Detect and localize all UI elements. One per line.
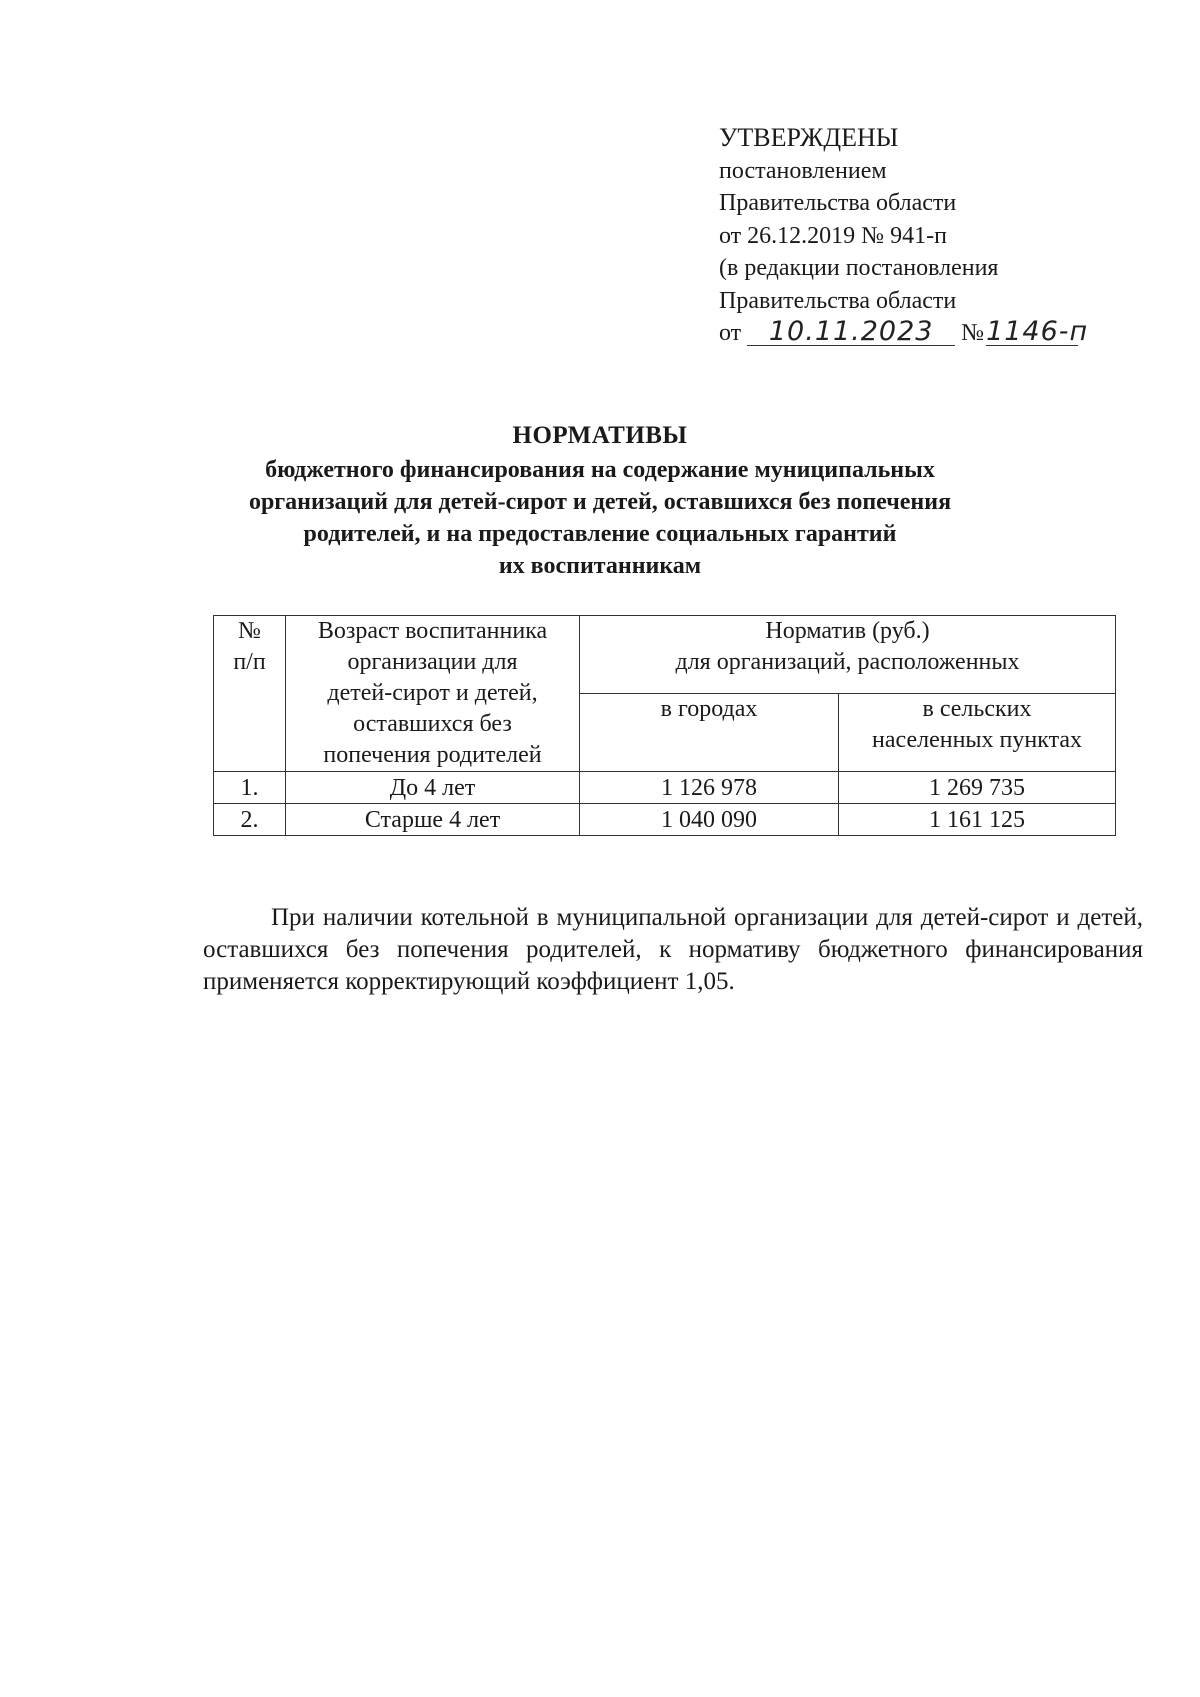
title-main: НОРМАТИВЫ xyxy=(512,422,688,449)
approval-heading: УТВЕРЖДЕНЫ xyxy=(719,123,899,152)
header-city-label: в городах xyxy=(660,696,758,722)
approval-line: от 26.12.2019 № 941-п xyxy=(719,222,947,249)
header-age-line: оставшихся без xyxy=(353,711,512,737)
title-subline: организаций для детей-сирот и детей, оставшихся без попечения xyxy=(248,489,952,515)
header-rural-line: населенных пунктах xyxy=(872,727,1082,753)
row-number: 1. xyxy=(214,772,286,804)
header-age-line: Возраст воспитанника xyxy=(317,618,548,644)
header-age-line: детей-сирот и детей, xyxy=(327,680,538,706)
row-city-value: 1 126 978 xyxy=(580,772,839,804)
header-norm-line: Норматив (руб.) xyxy=(765,618,930,644)
header-number xyxy=(214,616,286,772)
handwritten-number: 1146-п xyxy=(986,316,1089,347)
header-rural xyxy=(839,694,1116,772)
from-label: от xyxy=(719,320,742,346)
header-norm-line: для организаций, расположенных xyxy=(675,649,1020,675)
row-rural-value: 1 269 735 xyxy=(839,772,1116,804)
title-subline: родителей, и на предоставление социальных гарантий xyxy=(303,521,897,547)
row-city-value: 1 040 090 xyxy=(580,804,839,836)
header-age-line: организации для xyxy=(347,649,518,675)
approval-stamp-block xyxy=(719,122,1159,350)
table-row xyxy=(214,772,1116,804)
table-row xyxy=(214,804,1116,836)
approval-line: (в редакции постановления xyxy=(719,255,999,281)
header-city xyxy=(580,694,839,772)
header-norm xyxy=(580,616,1116,694)
title-subline: их воспитанникам xyxy=(498,553,702,579)
row-age: До 4 лет xyxy=(286,772,580,804)
approval-line: Правительства области xyxy=(719,190,957,216)
header-number-symbol: № xyxy=(238,618,261,644)
approval-line: постановлением xyxy=(719,157,887,184)
handwritten-date: 10.11.2023 xyxy=(747,319,955,346)
number-label: № xyxy=(961,320,985,346)
amendment-reference xyxy=(719,317,1159,350)
document-title xyxy=(0,420,1200,582)
header-age xyxy=(286,616,580,772)
title-subline: бюджетного финансирования на содержание муниципальных xyxy=(265,457,935,483)
header-rural-line: в сельских xyxy=(922,696,1032,722)
norms-table xyxy=(213,615,1116,836)
row-rural-value: 1 161 125 xyxy=(839,804,1116,836)
row-age: Старше 4 лет xyxy=(286,804,580,836)
header-number-abbr: п/п xyxy=(233,649,266,675)
approval-line: Правительства области xyxy=(719,287,957,314)
row-number: 2. xyxy=(214,804,286,836)
header-age-line: попечения родителей xyxy=(323,742,542,768)
coefficient-note: При наличии котельной в муниципальной организации для детей-сирот и детей, оставшихся без попечения родителей, к нормативу бюджетного финансирования применяется корректирующий коэффициент 1,05. xyxy=(203,904,1143,995)
